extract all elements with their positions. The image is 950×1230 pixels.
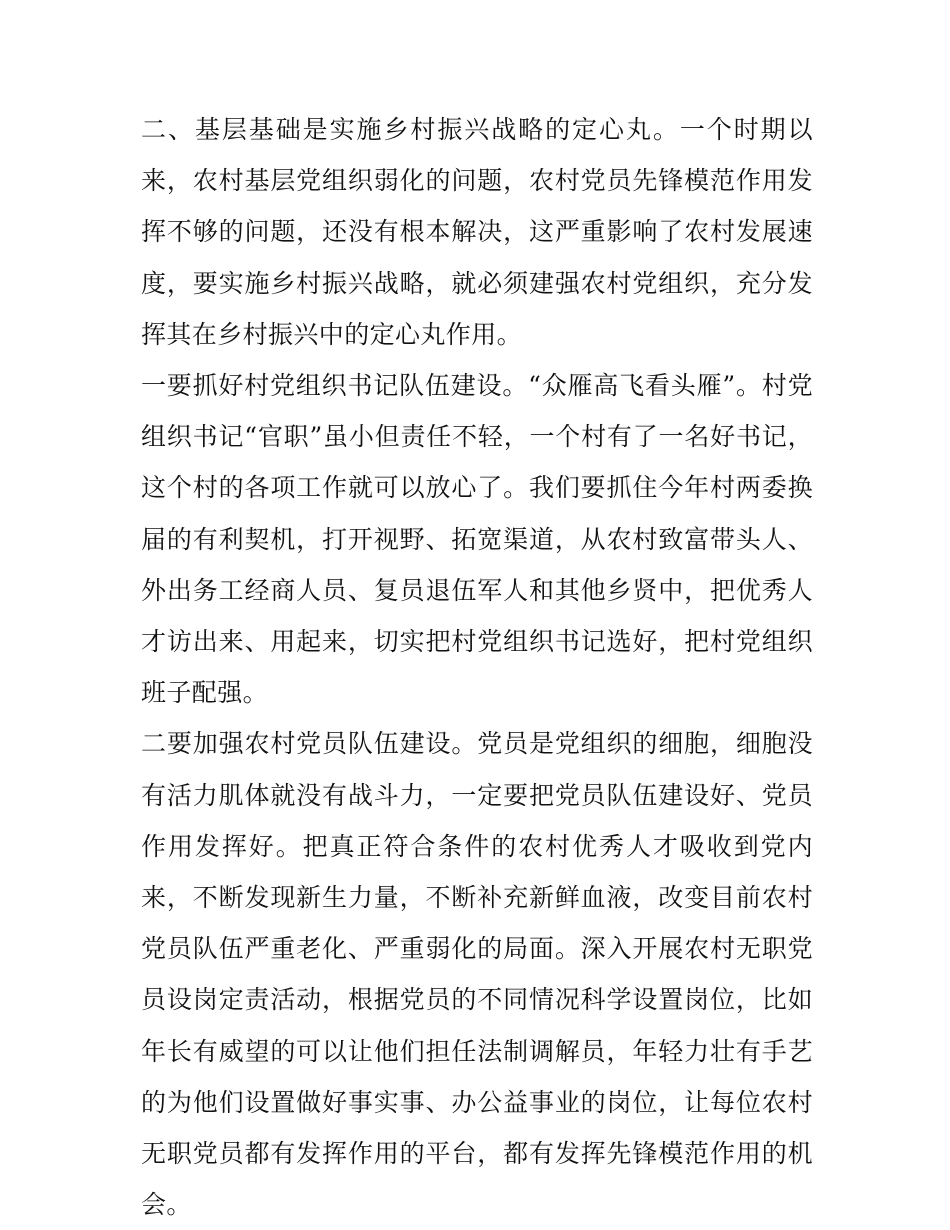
paragraph-village-secretary: 一要抓好村党组织书记队伍建设。“众雁高飞看头雁”。村党组织书记“官职”虽小但责任不轻，一个村有了一名好书记，这个村的各项工作就可以放心了。我们要抓住今年村两委换届的有利契机，打开视野、拓宽渠道，从农村致富带头人、外出务工经商人员、复员退伍军人和其他乡贤中，把优秀人才访出来、用起来，切实把村党组织书记选好，把村党组织班子配强。 <box>141 371 813 708</box>
paragraph-party-members: 二要加强农村党员队伍建设。党员是党组织的细胞，细胞没有活力肌体就没有战斗力，一定要把党员队伍建设好、党员作用发挥好。把真正符合条件的农村优秀人才吸收到党内来，不断发现新生力量，不断补充新鲜血液，改变目前农村党员队伍严重老化、严重弱化的局面。深入开展农村无职党员设岗定责活动，根据党员的不同情况科学设置岗位，比如年长有威望的可以让他们担任法制调解员，年轻力壮有手艺的为他们设置做好事实事、办公益事业的岗位，让每位农村无职党员都有发挥作用的平台，都有发挥先锋模范作用的机会。 <box>141 729 813 1220</box>
paragraph-rural-grassroots: 二、基层基础是实施乡村振兴战略的定心丸。一个时期以来，农村基层党组织弱化的问题，农村党员先锋模范作用发挥不够的问题，还没有根本解决，这严重影响了农村发展速度，要实施乡村振兴战略，就必须建强农村党组织，充分发挥其在乡村振兴中的定心丸作用。 <box>141 115 813 349</box>
document-body <box>141 104 813 1230</box>
